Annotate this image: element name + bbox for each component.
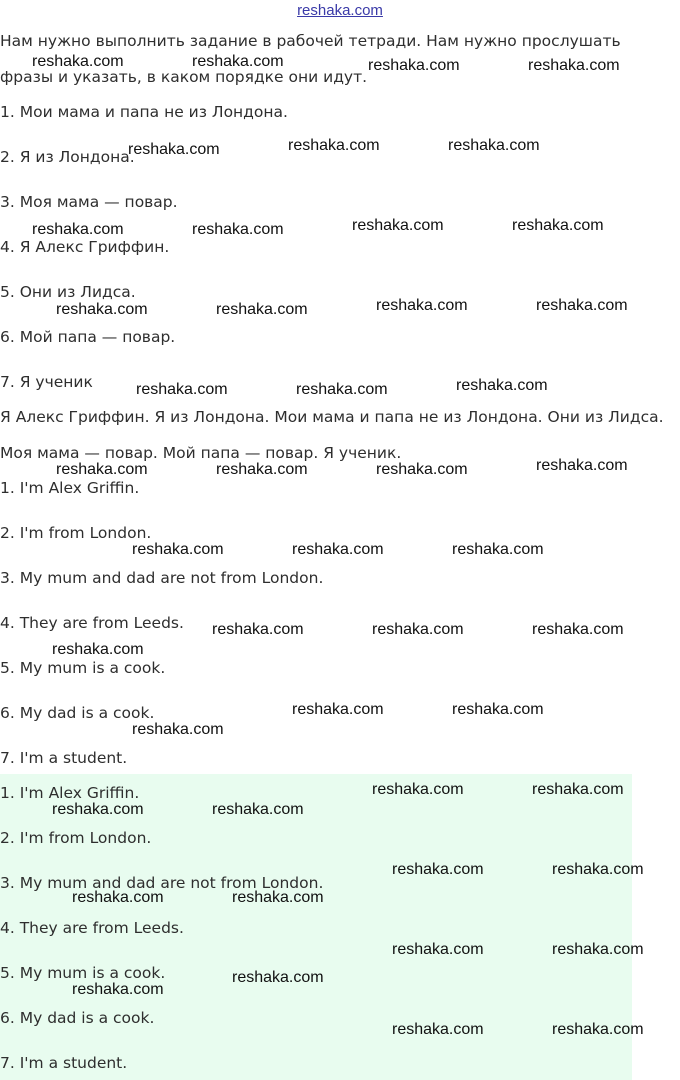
watermark: reshaka.com xyxy=(528,57,620,74)
watermark: reshaka.com xyxy=(128,141,220,158)
watermark: reshaka.com xyxy=(552,861,644,878)
watermark: reshaka.com xyxy=(132,721,224,738)
watermark: reshaka.com xyxy=(292,541,384,558)
watermark: reshaka.com xyxy=(368,57,460,74)
watermark: reshaka.com xyxy=(376,461,468,478)
watermark: reshaka.com xyxy=(232,969,324,986)
watermark: reshaka.com xyxy=(212,801,304,818)
watermark: reshaka.com xyxy=(552,1021,644,1038)
ru-phrase-4: 4. Я Алекс Гриффин. xyxy=(0,238,170,256)
watermark: reshaka.com xyxy=(372,621,464,638)
en-phrase-3: 3. My mum and dad are not from London. xyxy=(0,569,324,587)
intro-line-1: Нам нужно выполнить задание в рабочей тетради. Нам нужно прослушать xyxy=(0,32,621,50)
answer-line-5: 5. My mum is a cook. xyxy=(0,964,166,982)
watermark: reshaka.com xyxy=(552,941,644,958)
answer-line-3: 3. My mum and dad are not from London. xyxy=(0,874,324,892)
answer-line-2: 2. I'm from London. xyxy=(0,829,152,847)
watermark: reshaka.com xyxy=(52,801,144,818)
watermark: reshaka.com xyxy=(56,461,148,478)
answer-line-7: 7. I'm a student. xyxy=(0,1054,128,1072)
ru-phrase-1: 1. Мои мама и папа не из Лондона. xyxy=(0,103,288,121)
ru-phrase-3: 3. Моя мама — повар. xyxy=(0,193,178,211)
watermark: reshaka.com xyxy=(452,541,544,558)
site-link[interactable]: reshaka.com xyxy=(297,2,383,19)
watermark: reshaka.com xyxy=(292,701,384,718)
watermark: reshaka.com xyxy=(216,301,308,318)
en-phrase-7: 7. I'm a student. xyxy=(0,749,128,767)
watermark: reshaka.com xyxy=(192,53,284,70)
ru-phrase-5: 5. Они из Лидса. xyxy=(0,283,136,301)
en-phrase-6: 6. My dad is a cook. xyxy=(0,704,155,722)
watermark: reshaka.com xyxy=(536,457,628,474)
watermark: reshaka.com xyxy=(296,381,388,398)
watermark: reshaka.com xyxy=(232,889,324,906)
watermark: reshaka.com xyxy=(32,53,124,70)
watermark: reshaka.com xyxy=(536,297,628,314)
watermark: reshaka.com xyxy=(352,217,444,234)
answer-line-6: 6. My dad is a cook. xyxy=(0,1009,155,1027)
en-phrase-5: 5. My mum is a cook. xyxy=(0,659,166,677)
watermark: reshaka.com xyxy=(376,297,468,314)
en-phrase-2: 2. I'm from London. xyxy=(0,524,152,542)
watermark: reshaka.com xyxy=(532,621,624,638)
watermark: reshaka.com xyxy=(448,137,540,154)
translation-line-2: Моя мама — повар. Мой папа — повар. Я ученик. xyxy=(0,444,402,462)
watermark: reshaka.com xyxy=(132,541,224,558)
translation-line-1: Я Алекс Гриффин. Я из Лондона. Мои мама и папа не из Лондона. Они из Лидса. xyxy=(0,408,664,426)
watermark: reshaka.com xyxy=(392,941,484,958)
watermark: reshaka.com xyxy=(72,889,164,906)
watermark: reshaka.com xyxy=(392,1021,484,1038)
watermark: reshaka.com xyxy=(456,377,548,394)
answer-line-4: 4. They are from Leeds. xyxy=(0,919,184,937)
ru-phrase-2: 2. Я из Лондона. xyxy=(0,148,135,166)
watermark: reshaka.com xyxy=(216,461,308,478)
ru-phrase-6: 6. Мой папа — повар. xyxy=(0,328,176,346)
watermark: reshaka.com xyxy=(192,221,284,238)
watermark: reshaka.com xyxy=(52,641,144,658)
watermark: reshaka.com xyxy=(532,781,624,798)
en-phrase-4: 4. They are from Leeds. xyxy=(0,614,184,632)
watermark: reshaka.com xyxy=(56,301,148,318)
watermark: reshaka.com xyxy=(136,381,228,398)
watermark: reshaka.com xyxy=(392,861,484,878)
watermark: reshaka.com xyxy=(72,981,164,998)
intro-line-2: фразы и указать, в каком порядке они идут. xyxy=(0,68,368,86)
watermark: reshaka.com xyxy=(372,781,464,798)
answer-line-1: 1. I'm Alex Griffin. xyxy=(0,784,140,802)
watermark: reshaka.com xyxy=(288,137,380,154)
watermark: reshaka.com xyxy=(452,701,544,718)
en-phrase-1: 1. I'm Alex Griffin. xyxy=(0,479,140,497)
watermark: reshaka.com xyxy=(212,621,304,638)
watermark: reshaka.com xyxy=(512,217,604,234)
watermark: reshaka.com xyxy=(32,221,124,238)
ru-phrase-7: 7. Я ученик xyxy=(0,373,93,391)
